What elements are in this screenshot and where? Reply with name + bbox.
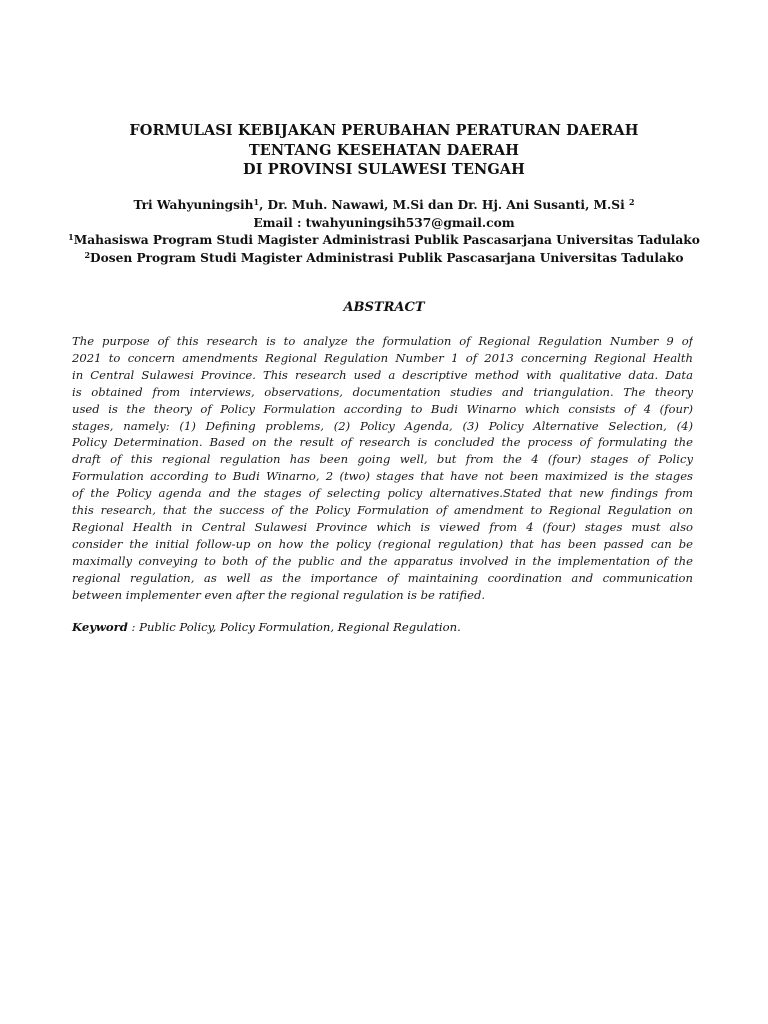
abstract-line: is obtained from interviews, observations, documentation studies and triangulation. The theory — [72, 384, 693, 399]
abstract-line: this research, that the success of the Policy Formulation of amendment to Regional Regulation on — [72, 503, 693, 518]
affiliation-1-superscript: 1 — [68, 232, 74, 243]
affiliation-2-superscript: 2 — [84, 249, 91, 260]
keywords-label: Keyword — [72, 620, 128, 634]
title-line-1: FORMULASI KEBIJAKAN PERUBAHAN PERATURAN DAERAH — [129, 122, 639, 139]
affiliation-2 — [40, 250, 728, 268]
paper-title — [60, 121, 708, 180]
keywords-text: : Public Policy, Policy Formulation, Regional Regulation. — [127, 620, 461, 634]
author-email: Email : twahyuningsih537@gmail.com — [253, 215, 515, 230]
abstract-line: draft of this regional regulation has been going well, but from the 4 (four) stages of Policy — [72, 452, 693, 467]
title-line-3: DI PROVINSI SULAWESI TENGAH — [243, 161, 525, 178]
abstract-line: in Central Sulawesi Province. This research used a descriptive method with qualitative data. Data — [72, 367, 693, 382]
abstract-line: Policy Determination. Based on the result of research is concluded the process of formulating the — [72, 435, 693, 450]
abstract-line: used is the theory of Policy Formulation according to Budi Winarno which consists of 4 (four) — [72, 401, 693, 416]
abstract-line: stages, namely: (1) Defining problems, (2) Policy Agenda, (3) Policy Alternative Selection, (4) — [72, 418, 693, 433]
abstract-line: consider the initial follow-up on how the policy (regional regulation) that has been passed can be — [72, 536, 693, 551]
affiliation-1 — [40, 232, 728, 250]
abstract-line: of the Policy agenda and the stages of selecting policy alternatives.Stated that new findings from — [72, 486, 693, 501]
affiliation-2-text: Dosen Program Studi Magister Administrasi Publik Pascasarjana Universitas Tadulako — [90, 250, 684, 265]
keywords-line — [72, 619, 693, 636]
abstract-line: The purpose of this research is to analyze the formulation of Regional Regulation Number 9 of — [72, 334, 693, 348]
title-line-2: TENTANG KESEHATAN DAERAH — [248, 141, 520, 159]
abstract-line: between implementer even after the regional regulation is be ratified. — [72, 587, 486, 602]
abstract-line: 2021 to concern amendments Regional Regulation Number 1 of 2013 concerning Regional Health — [72, 350, 693, 365]
author-line — [40, 197, 728, 215]
author-2-superscript: 2 — [628, 197, 635, 207]
author-1-superscript: 1 — [253, 197, 260, 207]
affiliation-1-text: Mahasiswa Program Studi Magister Administrasi Publik Pascasarjana Universitas Tadulako — [73, 233, 700, 248]
abstract-line: Formulation according to Budi Winarno, 2 (two) stages that have not been maximized is the stages — [72, 469, 693, 484]
author-names-rest: , Dr. Muh. Nawawi, M.Si dan Dr. Hj. Ani Susanti, M.Si — [259, 198, 629, 212]
abstract-heading: ABSTRACT — [343, 300, 425, 315]
abstract-line: Regional Health in Central Sulawesi Province which is viewed from 4 (four) stages must also — [72, 519, 693, 534]
abstract-line: maximally conveying to both of the public and the apparatus involved in the implementation of the — [72, 553, 693, 568]
abstract-line: regional regulation, as well as the importance of maintaining coordination and communication — [72, 570, 693, 585]
author-block — [40, 197, 728, 267]
author-name-1: Tri Wahyuningsih — [133, 198, 254, 212]
abstract-body — [72, 333, 693, 604]
